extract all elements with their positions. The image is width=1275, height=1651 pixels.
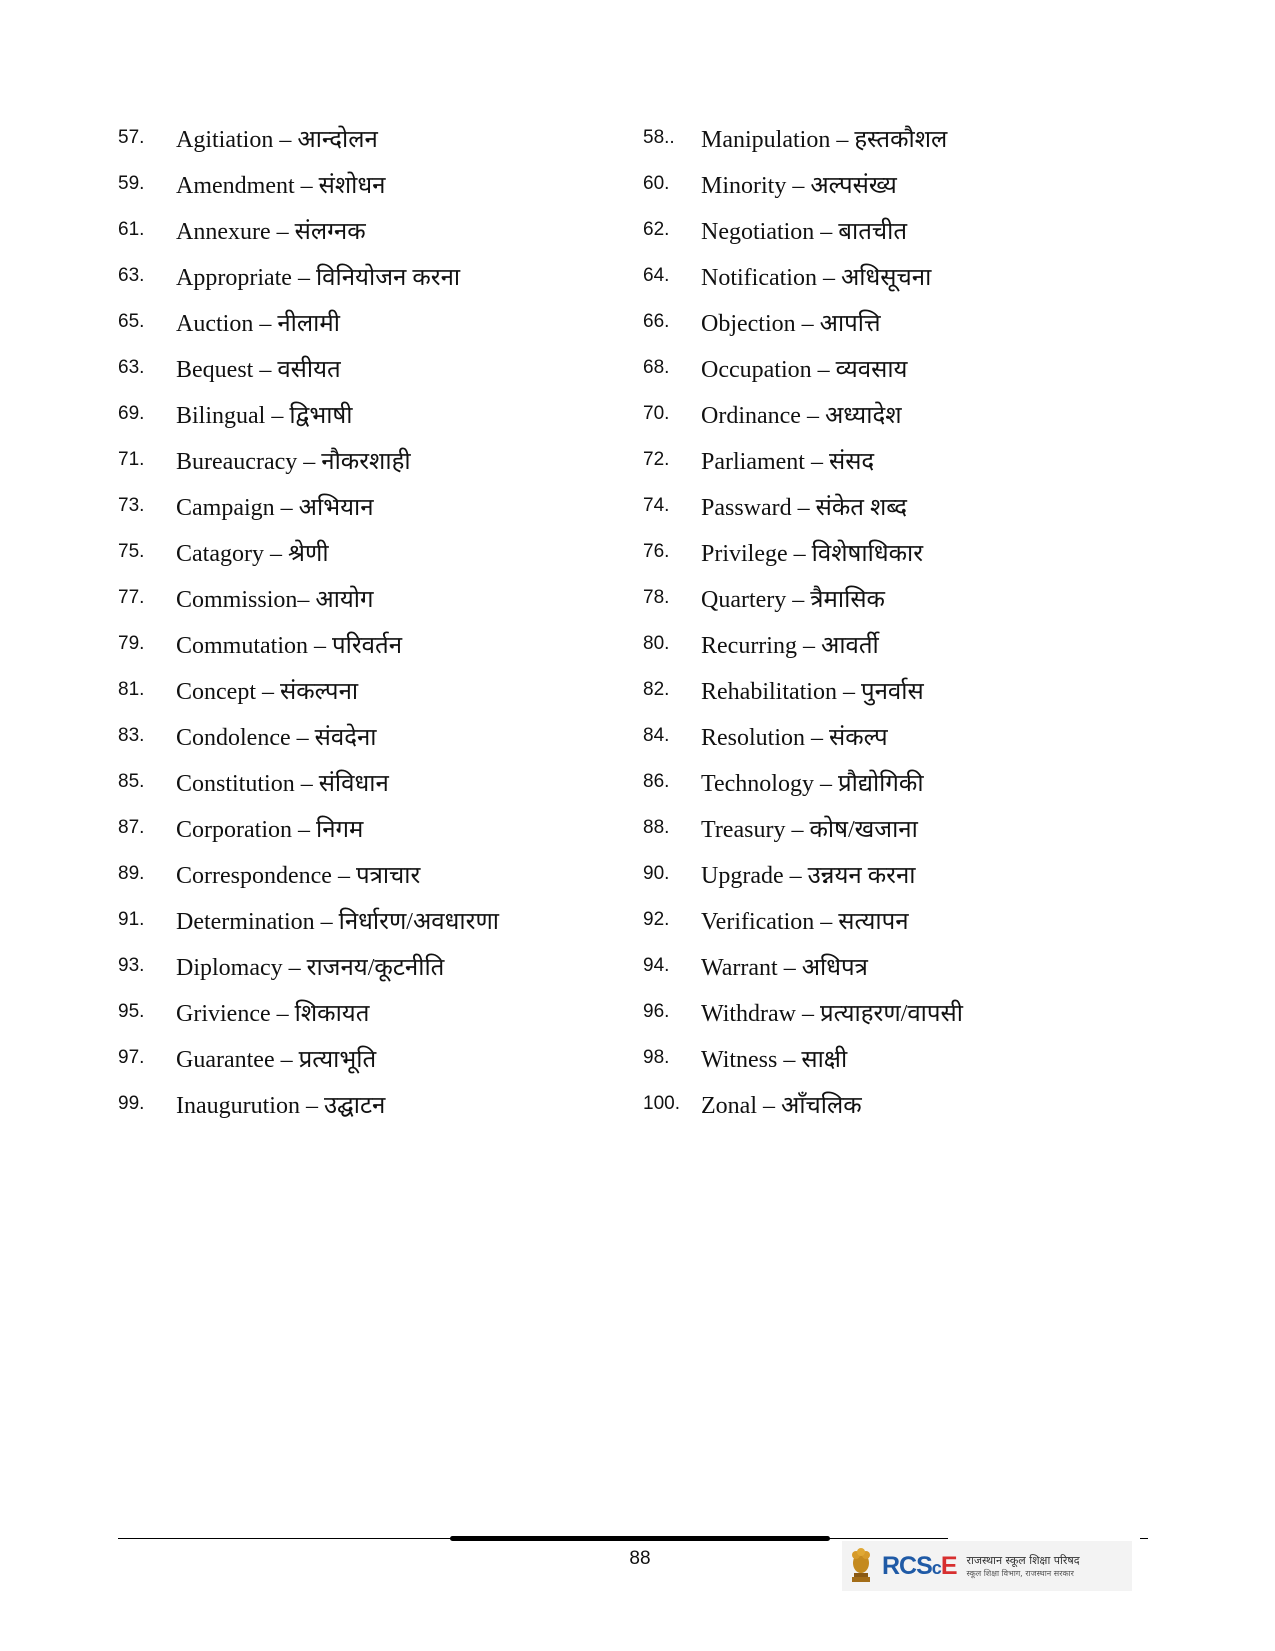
glossary-entry	[643, 253, 1158, 299]
glossary-entry	[118, 989, 643, 1035]
glossary-entry	[118, 667, 643, 713]
entry-number: 72.	[643, 449, 670, 470]
entry-term: Technology – प्रौद्योगिकी	[701, 770, 924, 797]
glossary-entry	[643, 713, 1158, 759]
glossary-entry	[118, 529, 643, 575]
entry-term: Passward – संकेत शब्द	[701, 494, 908, 521]
entry-term: Negotiation – बातचीत	[701, 218, 908, 245]
entry-term: Warrant – अधिपत्र	[701, 954, 868, 981]
entry-term: Constitution – संविधान	[176, 770, 389, 797]
entry-number: 73.	[118, 495, 145, 516]
entry-number: 58..	[643, 127, 675, 148]
entry-number: 64.	[643, 265, 670, 286]
entry-term: Inaugurution – उद्घाटन	[176, 1092, 386, 1119]
glossary-entry	[118, 805, 643, 851]
glossary-entry	[643, 299, 1158, 345]
entry-term: Amendment – संशोधन	[176, 172, 386, 199]
entry-term: Condolence – संवदेना	[176, 724, 377, 751]
rcsce-logo	[842, 1541, 1132, 1591]
entry-number: 79.	[118, 633, 145, 654]
entry-number: 68.	[643, 357, 670, 378]
entry-number: 62.	[643, 219, 670, 240]
entry-term: Treasury – कोष/खजाना	[701, 816, 918, 843]
entry-term: Objection – आपत्ति	[701, 310, 881, 337]
entry-number: 66.	[643, 311, 670, 332]
entry-term: Ordinance – अध्यादेश	[701, 402, 902, 429]
entry-number: 91.	[118, 909, 145, 930]
glossary-entry	[643, 345, 1158, 391]
glossary-entry	[118, 1035, 643, 1081]
glossary-entry	[643, 575, 1158, 621]
glossary-entry	[643, 805, 1158, 851]
entry-number: 92.	[643, 909, 670, 930]
glossary-entry	[118, 943, 643, 989]
entry-number: 74.	[643, 495, 670, 516]
entry-number: 61.	[118, 219, 145, 240]
logo-caption: राजस्थान स्कूल शिक्षा परिषद स्कूल शिक्षा विभाग, राजस्थान सरकार	[966, 1554, 1080, 1578]
entry-number: 85.	[118, 771, 145, 792]
glossary-entry	[643, 667, 1158, 713]
entry-number: 57.	[118, 127, 145, 148]
entry-number: 69.	[118, 403, 145, 424]
entry-term: Notification – अधिसूचना	[701, 264, 932, 291]
national-emblem-icon	[844, 1543, 878, 1589]
glossary-entry	[643, 391, 1158, 437]
glossary-entry	[118, 851, 643, 897]
entry-term: Determination – निर्धारण/अवधारणा	[176, 908, 500, 935]
entry-term: Recurring – आवर्ती	[701, 632, 879, 659]
entry-number: 100.	[643, 1093, 680, 1114]
entry-term: Auction – नीलामी	[176, 310, 340, 337]
entry-number: 65.	[118, 311, 145, 332]
entry-term: Privilege – विशेषाधिकार	[701, 540, 924, 567]
entry-term: Rehabilitation – पुनर्वास	[701, 678, 924, 705]
entry-term: Bureaucracy – नौकरशाही	[176, 448, 411, 475]
entry-term: Verification – सत्यापन	[701, 908, 909, 935]
footer-rule-end	[1140, 1538, 1148, 1539]
entry-term: Withdraw – प्रत्याहरण/वापसी	[701, 1000, 963, 1027]
entry-term: Corporation – निगम	[176, 816, 364, 843]
entry-term: Correspondence – पत्राचार	[176, 862, 421, 889]
entry-term: Resolution – संकल्प	[701, 724, 888, 751]
entry-number: 97.	[118, 1047, 145, 1068]
entry-number: 84.	[643, 725, 670, 746]
entry-term: Zonal – आँचलिक	[701, 1092, 862, 1119]
glossary-entry	[643, 529, 1158, 575]
glossary-entry	[118, 897, 643, 943]
glossary-entry	[118, 115, 643, 161]
entry-number: 88.	[643, 817, 670, 838]
entry-number: 83.	[118, 725, 145, 746]
entry-number: 94.	[643, 955, 670, 976]
entry-number: 59.	[118, 173, 145, 194]
glossary-entry	[643, 759, 1158, 805]
glossary-entry	[643, 1035, 1158, 1081]
glossary-entry	[118, 483, 643, 529]
glossary-entry	[118, 621, 643, 667]
glossary-entry	[643, 989, 1158, 1035]
entry-term: Minority – अल्पसंख्य	[701, 172, 897, 199]
entry-number: 71.	[118, 449, 145, 470]
entry-term: Manipulation – हस्तकौशल	[701, 126, 948, 153]
entry-number: 80.	[643, 633, 670, 654]
glossary-list	[118, 115, 1158, 1127]
entry-term: Diplomacy – राजनय/कूटनीति	[176, 954, 445, 981]
entry-term: Parliament – संसद	[701, 448, 875, 475]
entry-term: Campaign – अभियान	[176, 494, 374, 521]
glossary-entry	[118, 759, 643, 805]
entry-term: Quartery – त्रैमासिक	[701, 586, 885, 613]
entry-number: 60.	[643, 173, 670, 194]
glossary-entry	[643, 115, 1158, 161]
entry-number: 89.	[118, 863, 145, 884]
entry-term: Bequest – वसीयत	[176, 356, 341, 383]
glossary-entry	[643, 161, 1158, 207]
entry-number: 87.	[118, 817, 145, 838]
entry-number: 82.	[643, 679, 670, 700]
entry-term: Bilingual – द्विभाषी	[176, 402, 353, 429]
glossary-entry	[118, 1081, 643, 1127]
glossary-entry	[118, 299, 643, 345]
entry-term: Upgrade – उन्नयन करना	[701, 862, 916, 889]
entry-term: Agitiation – आन्दोलन	[176, 126, 378, 153]
footer-rule-accent	[450, 1536, 830, 1541]
entry-number: 78.	[643, 587, 670, 608]
entry-number: 99.	[118, 1093, 145, 1114]
logo-wordmark: RCScE	[882, 1551, 957, 1580]
entry-number: 63.	[118, 265, 145, 286]
glossary-entry	[643, 483, 1158, 529]
entry-term: Appropriate – विनियोजन करना	[176, 264, 461, 291]
glossary-entry	[118, 253, 643, 299]
glossary-entry	[118, 207, 643, 253]
glossary-entry	[643, 897, 1158, 943]
glossary-entry	[643, 943, 1158, 989]
entry-term: Concept – संकल्पना	[176, 678, 359, 705]
entry-term: Occupation – व्यवसाय	[701, 356, 908, 383]
glossary-entry	[643, 851, 1158, 897]
glossary-entry	[118, 345, 643, 391]
entry-term: Witness – साक्षी	[701, 1046, 848, 1073]
entry-term: Annexure – संलग्नक	[176, 218, 366, 245]
glossary-entry	[118, 575, 643, 621]
glossary-entry	[118, 713, 643, 759]
glossary-entry	[118, 161, 643, 207]
entry-number: 86.	[643, 771, 670, 792]
entry-number: 98.	[643, 1047, 670, 1068]
glossary-entry	[118, 437, 643, 483]
entry-number: 76.	[643, 541, 670, 562]
glossary-entry	[118, 391, 643, 437]
page-number: 88	[629, 1548, 651, 1569]
entry-term: Grivience – शिकायत	[176, 1000, 370, 1027]
entry-number: 70.	[643, 403, 670, 424]
entry-number: 75.	[118, 541, 145, 562]
glossary-entry	[643, 621, 1158, 667]
entry-term: Commutation – परिवर्तन	[176, 632, 403, 659]
entry-number: 96.	[643, 1001, 670, 1022]
entry-term: Commission– आयोग	[176, 586, 374, 613]
entry-number: 81.	[118, 679, 145, 700]
glossary-entry	[643, 207, 1158, 253]
entry-number: 77.	[118, 587, 145, 608]
entry-number: 63.	[118, 357, 145, 378]
entry-term: Guarantee – प्रत्याभूति	[176, 1046, 377, 1073]
glossary-entry	[643, 1081, 1158, 1127]
glossary-entry	[643, 437, 1158, 483]
entry-number: 95.	[118, 1001, 145, 1022]
entry-number: 90.	[643, 863, 670, 884]
entry-term: Catagory – श्रेणी	[176, 540, 329, 567]
entry-number: 93.	[118, 955, 145, 976]
